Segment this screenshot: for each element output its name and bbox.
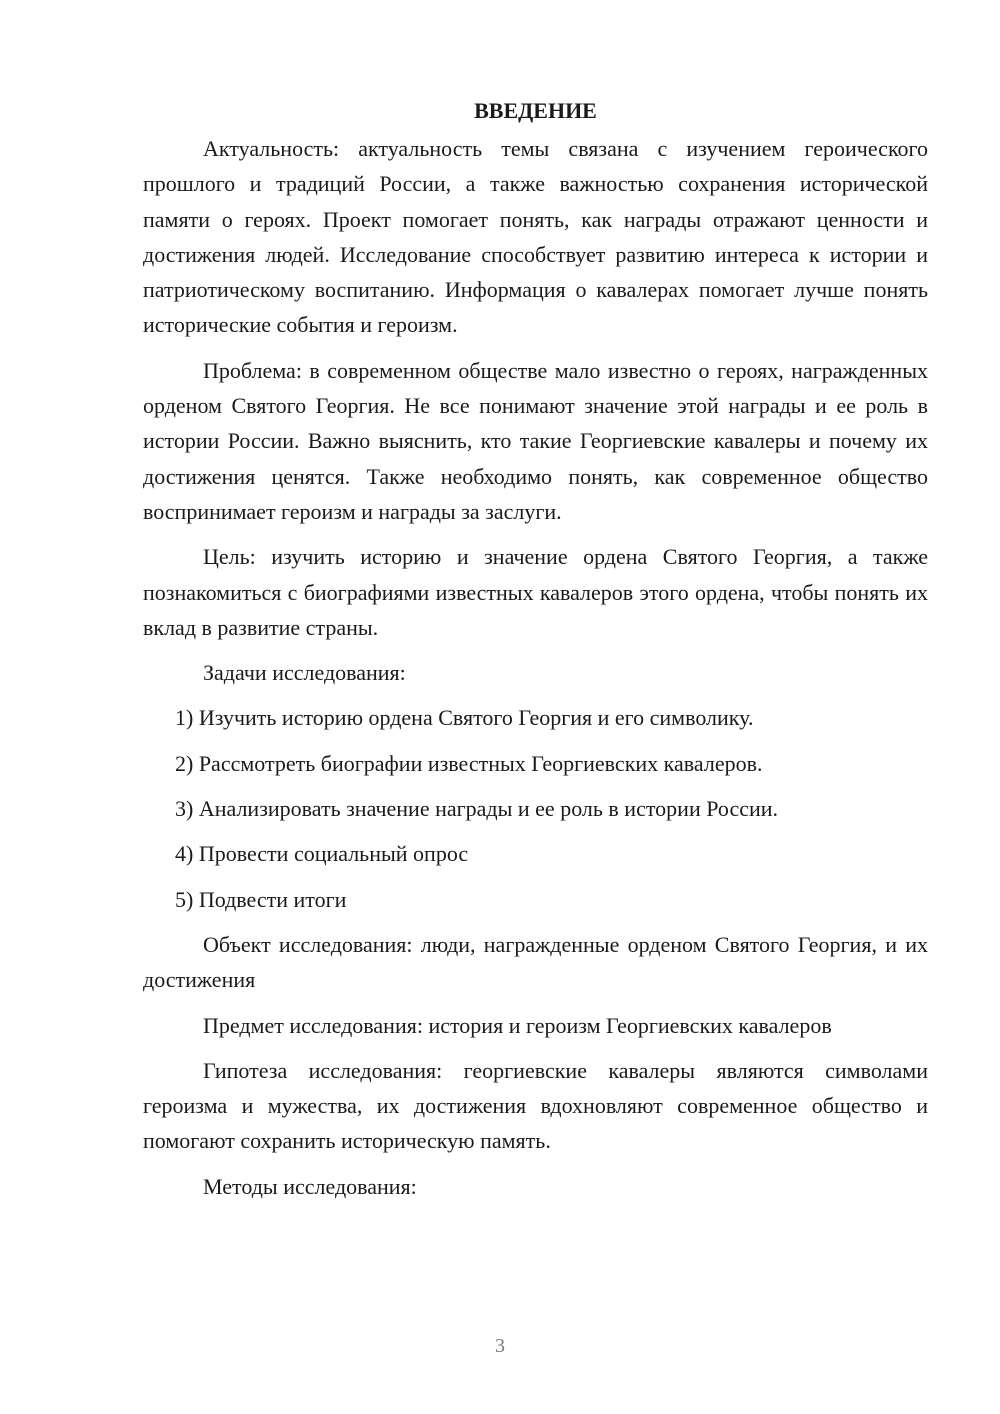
tasks-heading: Задачи исследования: [203, 660, 406, 686]
methods-heading: Методы исследования: [203, 1173, 417, 1199]
relevance-paragraph: Актуальность: актуальность темы связана с изучением героического прошлого и традиций России, а также важностью сохранения исторической памяти о героях. Проект помогает понять, как награды отражают ценности и достижения людей. Исследование способствует развитию интереса к истории и патриотическому воспитанию. Информация о кавалерах помогает лучше понять исторические события и героизм. [143, 136, 928, 338]
page-number: 3 [495, 1335, 505, 1357]
tasks-list [143, 700, 928, 916]
problem-paragraph: Проблема: в современном обществе мало известно о героях, награжденных орденом Святого Георгия. Не все понимают значение этой награды и ее роль в истории России. Важно выяснить, кто такие Георгиевские кавалеры и почему их достижения ценятся. Также необходимо понять, как современное общество воспринимает героизм и награды за заслуги. [143, 357, 928, 524]
list-item: 4) Провести социальный опрос [175, 841, 469, 867]
section-title: ВВЕДЕНИЕ [474, 98, 597, 123]
list-item: 3) Анализировать значение награды и ее роль в истории России. [175, 796, 779, 822]
subject-paragraph: Предмет исследования: история и героизм Георгиевских кавалеров [203, 1012, 832, 1038]
list-item: 1) Изучить историю ордена Святого Георгия и его символику. [175, 705, 754, 731]
hypothesis-paragraph: Гипотеза исследования: георгиевские кавалеры являются символами героизма и мужества, их достижения вдохновляют современное общество и помогают сохранить историческую память. [143, 1057, 928, 1154]
list-item: 5) Подвести итоги [175, 886, 347, 912]
object-paragraph: Объект исследования: люди, награжденные орденом Святого Георгия, и их достижения [143, 931, 928, 993]
document-page [143, 95, 928, 1214]
list-item: 2) Рассмотреть биографии известных Георгиевских кавалеров. [175, 750, 763, 776]
goal-paragraph: Цель: изучить историю и значение ордена Святого Георгия, а также познакомиться с биографиями известных кавалеров этого ордена, чтобы понять их вклад в развитие страны. [143, 544, 928, 640]
